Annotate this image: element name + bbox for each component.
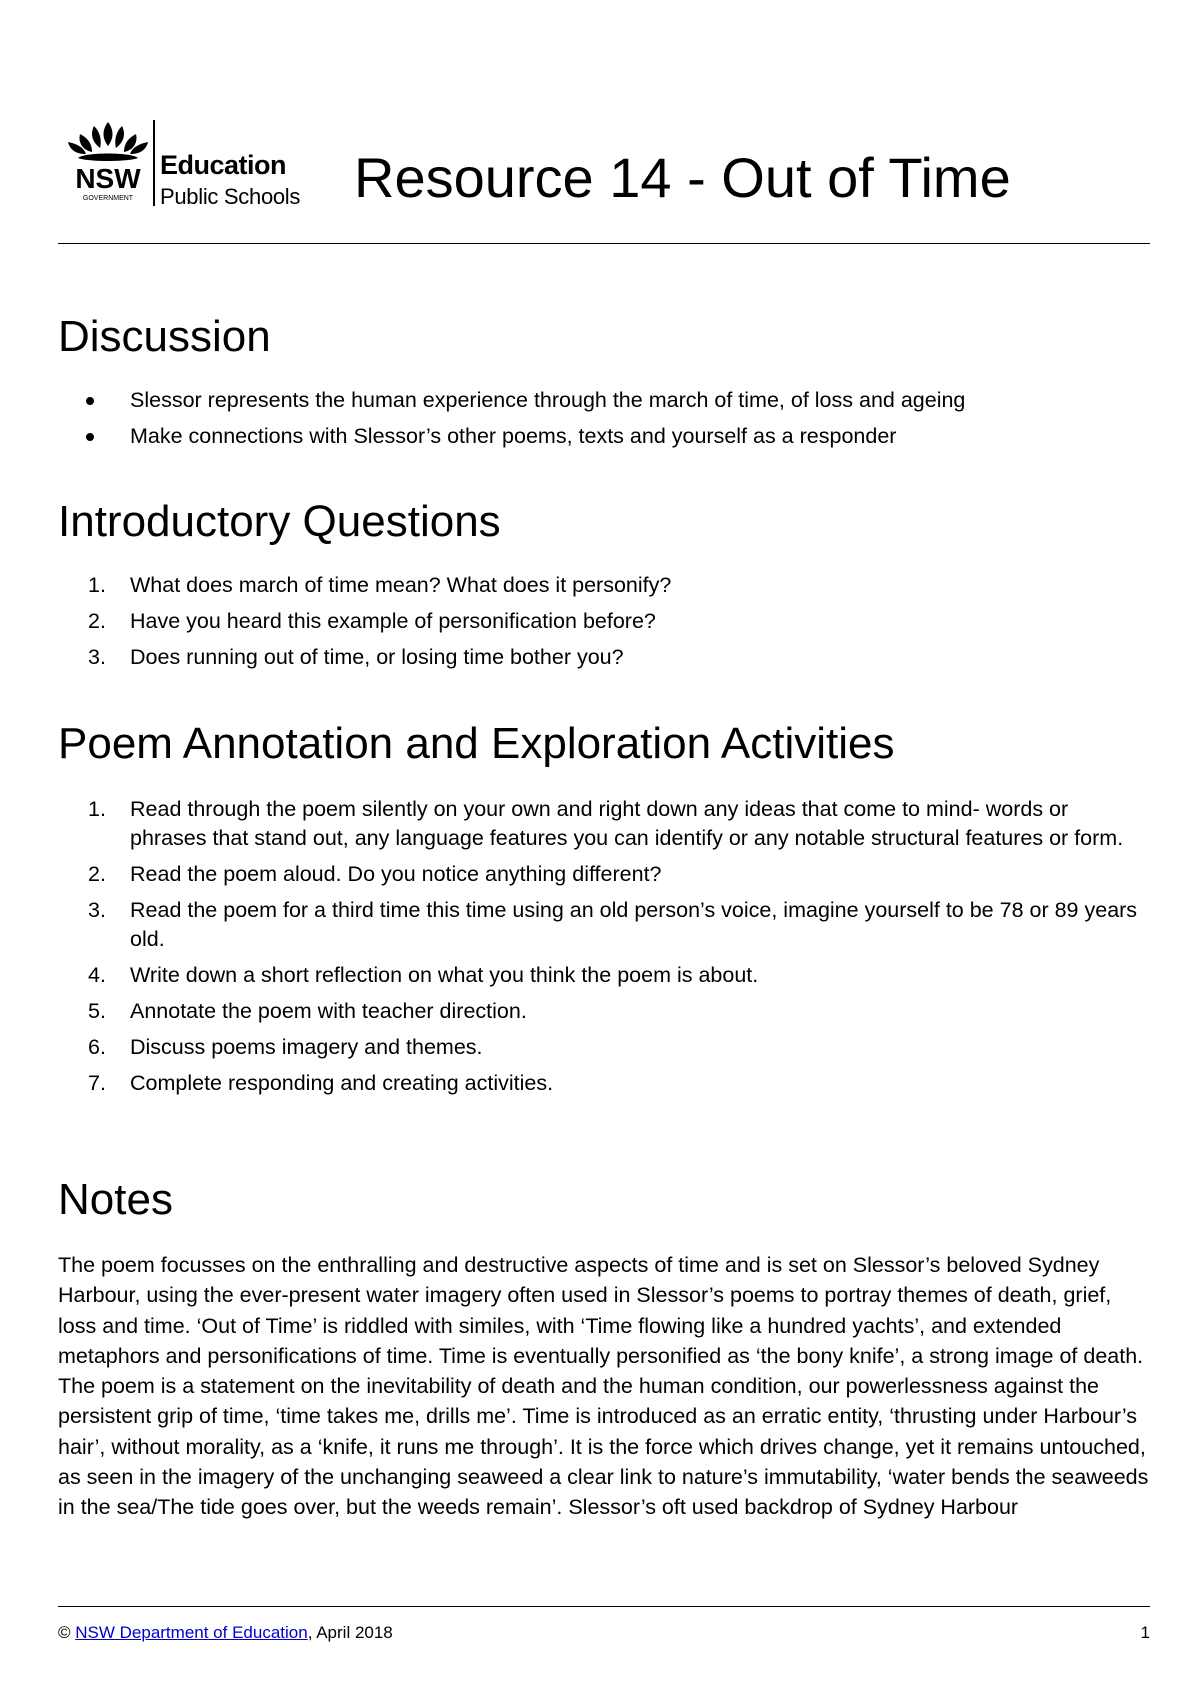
list-item: 2. Read the poem aloud. Do you notice anything different? [88,862,662,886]
list-item: 4. Write down a short reflection on what you think the poem is about. [88,963,759,987]
document-header [58,120,1158,210]
nsw-department-link[interactable]: NSW Department of Education [75,1623,308,1642]
list-item: Make connections with Slessor’s other poems, texts and yourself as a responder [58,422,1150,451]
list-item: 2. Have you heard this example of personification before? [88,609,656,633]
logo-education-text: Education [160,150,287,180]
page-footer [58,1623,1150,1643]
header-divider [58,243,1150,244]
svg-text:NSW: NSW [75,163,141,194]
discussion-list [58,386,1150,458]
page-title: Resource 14 - Out of Time [354,146,1011,209]
bullet-icon [86,397,94,405]
notes-heading: Notes [58,1175,173,1224]
activities-list [58,795,1150,1105]
list-item: Slessor represents the human experience through the march of time, of loss and ageing [58,386,1150,415]
list-item: 3. Does running out of time, or losing time bother you? [88,645,624,669]
copyright-symbol: © [58,1623,76,1642]
list-item: 7. Complete responding and creating activities. [88,1071,554,1095]
list-item: 6. Discuss poems imagery and themes. [88,1035,483,1059]
introductory-questions-heading: Introductory Questions [58,497,501,546]
introductory-questions-list [58,571,1150,679]
activities-heading: Poem Annotation and Exploration Activities [58,719,895,768]
list-item: 3. Read the poem for a third time this time using an old person’s voice, imagine yourself to be 78 or 89 years old. [88,898,1138,951]
page-number: 1 [1140,1623,1150,1642]
svg-text:GOVERNMENT: GOVERNMENT [82,195,134,202]
list-item: 5. Annotate the poem with teacher direction. [88,999,527,1023]
footer-divider [58,1606,1150,1607]
footer-date: , April 2018 [307,1623,393,1642]
list-item: 1. Read through the poem silently on your own and right down any ideas that come to mind- words or phrases that stand out, any language features you can identify or any notable structural features or form. [88,797,1124,850]
logo-public-schools-text: Public Schools [160,184,301,209]
waratah-icon [58,120,158,206]
bullet-icon [86,433,94,441]
discussion-heading: Discussion [58,312,271,361]
notes-paragraph: The poem focusses on the enthralling and destructive aspects of time and is set on Slessor’s beloved Sydney Harbour, using the ever-present water imagery often used in Slessor’s poems to portray themes of death, grief, loss and time. ‘Out of Time’ is riddled with similes, with ‘Time flowing like a hundred yachts’, and extended metaphors and personifications of time. Time is eventually personified as ‘the bony knife’, a strong image of death. The poem is a statement on the inevitability of death and the human condition, our powerlessness against the persistent grip of time, ‘time takes me, drills me’. Time is introduced as an erratic entity, ‘thrusting under Harbour’s hair’, without morality, as a ‘knife, it runs me through’. It is the force which drives change, yet it remains untouched, as seen in the imagery of the unchanging seaweed a clear link to nature’s immutability, ‘water bends the seaweeds in the sea/The tide goes over, but the weeds remain’. Slessor’s oft used backdrop of Sydney Harbour [58,1253,1149,1520]
nsw-education-logo [58,120,348,209]
list-item: 1. What does march of time mean? What does it personify? [88,573,672,597]
